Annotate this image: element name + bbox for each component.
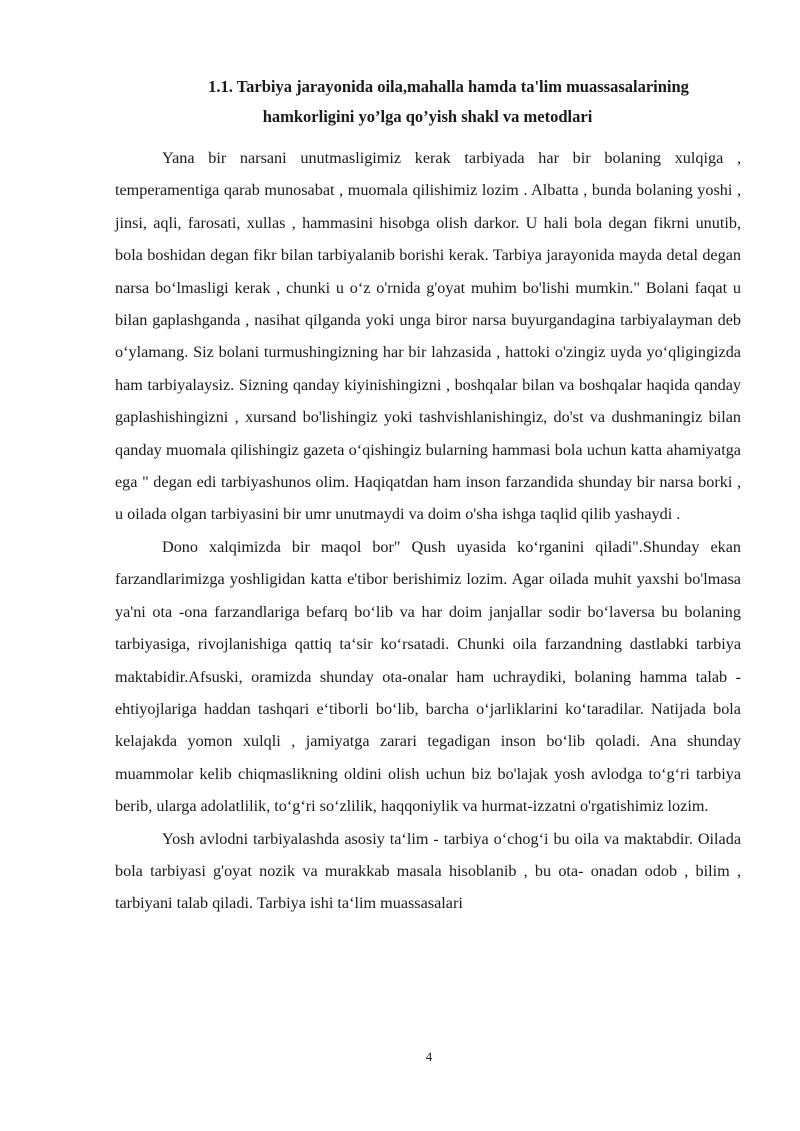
paragraph: Yosh avlodni tarbiyalashda asosiy ta‘lim - tarbiya o‘chog‘i bu oila va maktabdir. Oilada bola tarbiyasi g'oyat nozik va murakkab masala hisoblanib , bu ota- onadan odob , bilim , tarbiyani talab qiladi. Tarbiya ishi ta‘lim muassasalari: [115, 829, 741, 913]
section-heading-line-1: 1.1. Tarbiya jarayonida oila,mahalla hamda ta'lim muassasalarining: [208, 77, 689, 96]
paragraph: Yana bir narsani unutmasligimiz kerak tarbiyada har bir bolaning xulqiga , temperamentiga qarab munosabat , muomala qilishimiz lozim . Albatta , bunda bolaning yoshi , jinsi, aqli, farosati, xullas , hammasini hisobga olish darkor. U hali bola degan fikrni unutib, bola boshidan degan fikr bilan tarbiyalanib borishi kerak. Tarbiya jarayonida mayda detal degan narsa bo‘lmasligi kerak , chunki u o‘z o'rnida g'oyat muhim bo'lishi mumkin." Bolani faqat u bilan gaplashganda , nasihat qilganda yoki unga biror narsa buyurgandagina tarbiyalayman deb o‘ylamang. Siz bolani turmushingizning har bir lahzasida , hattoki o'zingiz uyda yo‘qligingizda ham tarbiyalaysiz. Sizning qanday kiyinishingizni , boshqalar bilan va boshqalar haqida qanday gaplashishingizni , xursand bo'lishingiz yoki tashvishlanishingiz, do'st va dushmaningiz bilan qanday muomala qilishingiz gazeta o‘qishingiz bularning hammasi bola uchun katta ahamiyatga ega " degan edi tarbiyashunos olim. Haqiqatdan ham inson farzandida shunday bir narsa borki , u oilada olgan tarbiyasini bir umr unutmaydi va doim o'sha ishga taqlid qilib yashaydi .: [115, 149, 741, 524]
paragraph: Dono xalqimizda bir maqol bor" Qush uyasida ko‘rganini qiladi".Shunday ekan farzandlarimizga yoshligidan katta e'tibor berishimiz lozim. Agar oilada muhit yaxshi bo'lmasa ya'ni ota -ona farzandlariga befarq bo‘lib va har doim janjallar sodir bo‘laversa bu bolaning tarbiyasiga, rivojlanishiga qattiq ta‘sir ko‘rsatadi. Chunki oila farzandning dastlabki tarbiya maktabidir.Afsuski, oramizda shunday ota-onalar ham uchraydiki, bolaning hamma talab - ehtiyojlariga haddan tashqari e‘tiborli bo‘lib, barcha o‘jarliklarini ko‘taradilar. Natijada bola kelajakda yomon xulqli , jamiyatga zarari tegadigan inson bo‘lib qoladi. Ana shunday muammolar kelib chiqmaslikning oldini olish uchun biz bo'lajak yosh avlodga to‘g‘ri tarbiya berib, ularga adolatlilik, to‘g‘ri so‘zlilik, haqqoniylik va hurmat-izzatni o'rgatishimiz lozim.: [115, 537, 741, 816]
section-heading: [115, 72, 740, 132]
body-text: [115, 142, 741, 920]
section-heading-line-2: hamkorligini yo’lga qo’yish shakl va metodlari: [262, 107, 593, 126]
page-number: 4: [425, 1049, 433, 1064]
